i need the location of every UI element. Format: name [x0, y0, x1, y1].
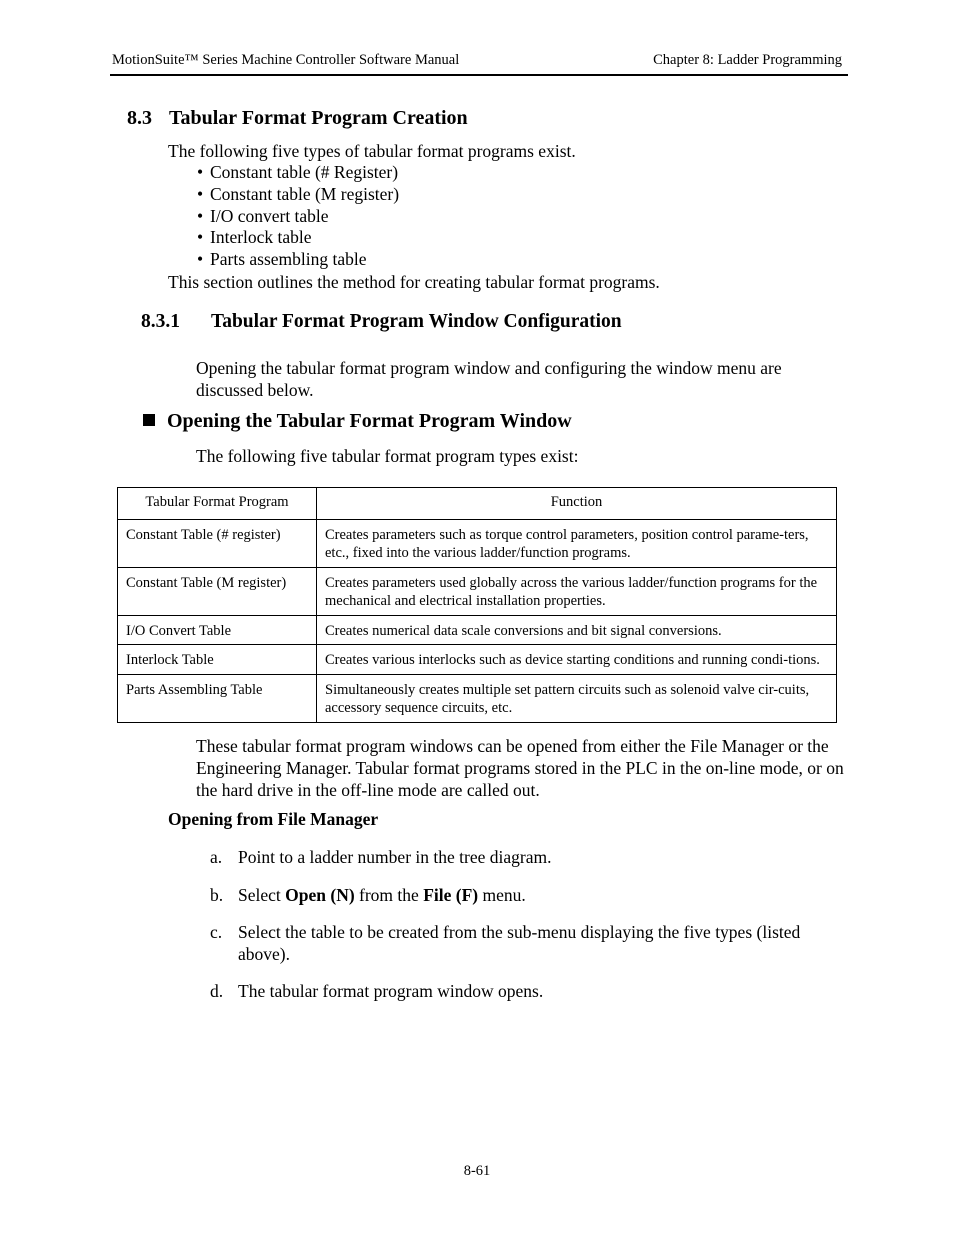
table-cell: Creates parameters such as torque control parameters, position control parame-ters, etc., fixed into the various ladder/function programs.: [317, 519, 837, 567]
step-text: menu.: [478, 885, 526, 905]
table-row: [118, 645, 837, 675]
table-cell: Simultaneously creates multiple set pattern circuits such as solenoid valve cir-cuits, accessory sequence circuits, etc.: [317, 674, 837, 722]
table-row: [118, 567, 837, 615]
header-rule: [110, 74, 848, 76]
topic-intro: The following five tabular format program types exist:: [196, 446, 579, 466]
menu-name-file: File (F): [423, 885, 479, 905]
list-item: • Interlock table: [197, 227, 399, 249]
program-type-list: [197, 162, 399, 271]
subsection-number: 8.3.1: [141, 311, 180, 332]
section-title: Tabular Format Program Creation: [169, 107, 468, 129]
step-item: [210, 846, 850, 868]
column-header: Tabular Format Program: [118, 488, 317, 520]
table-cell: Creates parameters used globally across the various ladder/function programs for the mechanical and electrical installation properties.: [317, 567, 837, 615]
list-item: • Constant table (M register): [197, 184, 399, 206]
step-item: [210, 921, 850, 965]
list-item: • I/O convert table: [197, 206, 399, 228]
table-cell: Constant Table (# register): [118, 519, 317, 567]
program-function-table: [117, 487, 837, 723]
subsection-heading: [141, 311, 622, 333]
table-row: [118, 615, 837, 645]
step-item: [210, 980, 850, 1002]
procedure-steps: [210, 846, 850, 1002]
table-cell: Parts Assembling Table: [118, 674, 317, 722]
table-cell: Creates numerical data scale conversions and bit signal conversions.: [317, 615, 837, 645]
step-text: The tabular format program window opens.: [238, 981, 544, 1001]
step-text: Select: [238, 885, 286, 905]
table-cell: I/O Convert Table: [118, 615, 317, 645]
table-header-row: [118, 488, 837, 520]
step-item: [210, 884, 850, 906]
subsection-title: Tabular Format Program Window Configuration: [211, 311, 622, 332]
running-header-title: MotionSuite™ Series Machine Controller Software Manual: [112, 52, 460, 68]
list-item: • Parts assembling table: [197, 249, 399, 271]
section-number: 8.3: [127, 107, 152, 129]
page-number: 8-61: [463, 1163, 491, 1179]
section-intro: The following five types of tabular format programs exist.: [168, 141, 576, 161]
table-cell: Interlock Table: [118, 645, 317, 675]
menu-command-open: Open (N): [285, 885, 355, 905]
subsection-paragraph: Opening the tabular format program window and configuring the window menu are discussed below.: [196, 358, 782, 400]
table-row: [118, 674, 837, 722]
file-manager-heading: Opening from File Manager: [168, 809, 379, 829]
after-table-paragraph: These tabular format program windows can be opened from either the File Manager or the Engineering Manager. Tabular format programs stored in the PLC in the on-line mode, or on the hard drive in the off-line mode are called out.: [196, 736, 844, 800]
step-letter: c.: [210, 922, 223, 942]
step-text: Point to a ladder number in the tree diagram.: [238, 847, 552, 867]
table-cell: Creates various interlocks such as device starting conditions and running condi-tions.: [317, 645, 837, 675]
topic-title: Opening the Tabular Format Program Window: [167, 410, 572, 432]
section-outline: This section outlines the method for creating tabular format programs.: [168, 272, 660, 292]
step-letter: a.: [210, 847, 223, 867]
running-header-chapter: Chapter 8: Ladder Programming: [653, 52, 842, 68]
step-text: Select the table to be created from the sub-menu displaying the five types (listed above).: [238, 922, 801, 964]
step-letter: b.: [210, 885, 224, 905]
column-header: Function: [317, 488, 837, 520]
square-bullet-icon: [143, 414, 155, 426]
table-cell: Constant Table (M register): [118, 567, 317, 615]
step-letter: d.: [210, 981, 224, 1001]
list-item: • Constant table (# Register): [197, 162, 399, 184]
section-heading: [127, 107, 468, 130]
step-text: from the: [354, 885, 424, 905]
topic-heading: [143, 410, 572, 433]
table-row: [118, 519, 837, 567]
